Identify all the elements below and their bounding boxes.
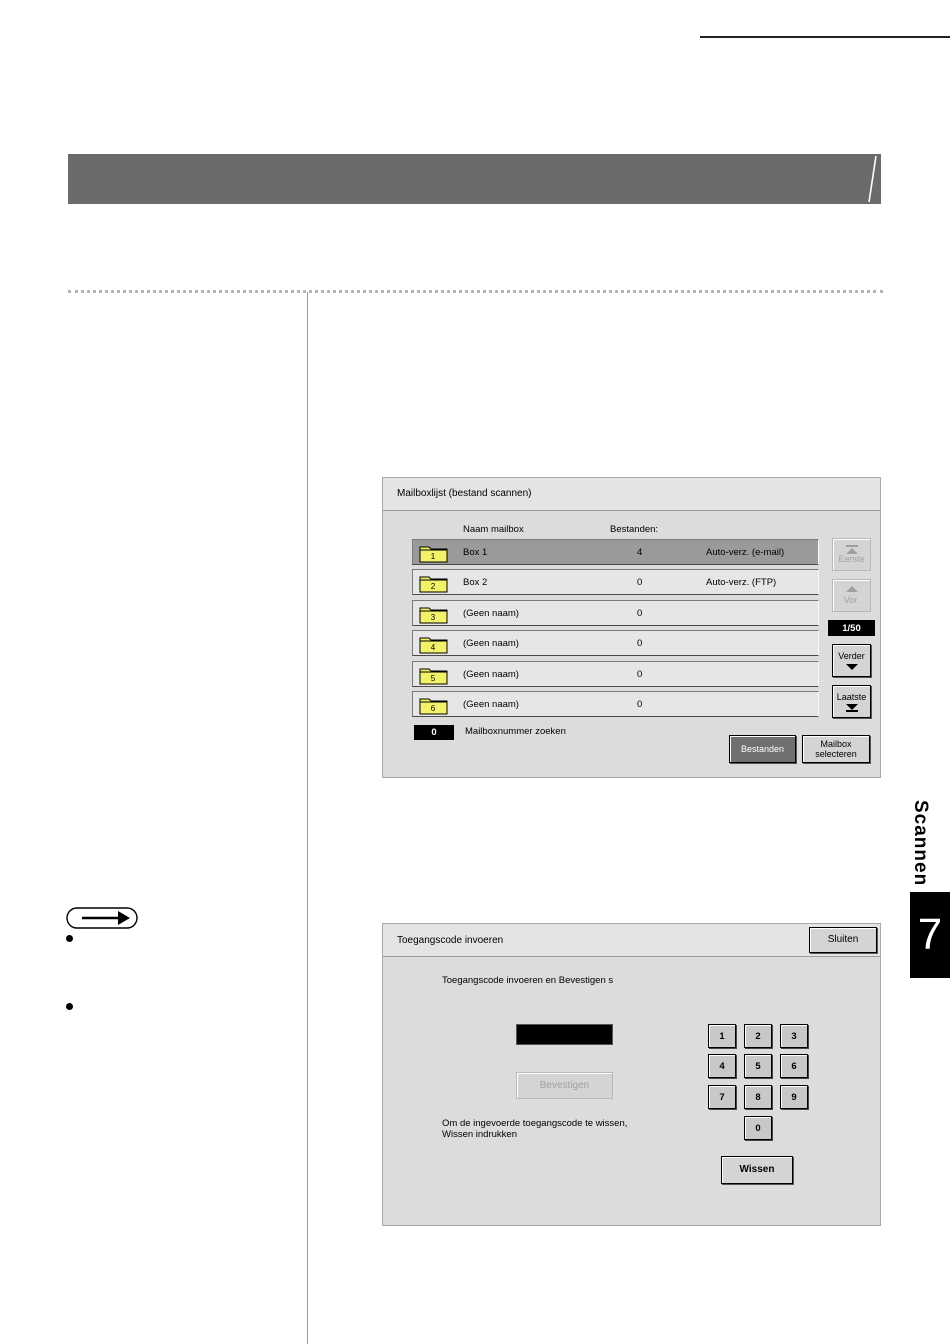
last-page-label: Laatste — [836, 691, 867, 702]
side-tab-label: Scannen — [910, 800, 931, 887]
files-button[interactable] — [729, 735, 796, 763]
mailbox-row[interactable] — [412, 539, 819, 565]
keypad-key-6[interactable]: 6 — [780, 1054, 808, 1078]
confirm-button[interactable] — [516, 1072, 613, 1099]
previous-page-button[interactable] — [832, 579, 871, 612]
next-page-button[interactable] — [832, 644, 871, 677]
last-page-button[interactable] — [832, 685, 871, 718]
folder-icon — [419, 666, 449, 685]
column-header-files: Bestanden: — [610, 524, 659, 535]
title-band-stripes — [68, 154, 881, 204]
mailbox-list-header — [383, 478, 880, 511]
keypad-key-7[interactable]: 7 — [708, 1085, 736, 1109]
mailbox-file-count: 0 — [637, 638, 643, 649]
section-title-band — [68, 154, 881, 204]
previous-page-label: Vor. — [843, 595, 860, 605]
last-page-icon — [846, 710, 858, 712]
select-mailbox-label-line1: Mailbox — [820, 739, 852, 749]
passcode-screen — [382, 923, 881, 1226]
mailbox-number: 4 — [430, 643, 436, 652]
mailbox-name: (Geen naam) — [463, 699, 519, 710]
mailbox-file-count: 0 — [637, 669, 643, 680]
folder-icon — [419, 544, 449, 563]
first-page-icon — [846, 545, 858, 547]
select-mailbox-button[interactable] — [802, 735, 870, 763]
page-counter: 1/50 — [828, 620, 875, 636]
mailbox-auto-send: Auto-verz. (FTP) — [706, 577, 777, 588]
mailbox-file-count: 0 — [637, 577, 643, 588]
mailbox-search-label: Mailboxnummer zoeken — [465, 726, 566, 737]
up-arrow-icon — [846, 586, 858, 592]
mailbox-auto-send: Auto-verz. (e-mail) — [706, 547, 785, 558]
confirm-button-label: Bevestigen — [539, 1079, 590, 1091]
mailbox-file-count: 0 — [637, 699, 643, 710]
keypad-key-4[interactable]: 4 — [708, 1054, 736, 1078]
files-button-label: Bestanden — [740, 744, 785, 754]
mailbox-name: (Geen naam) — [463, 608, 519, 619]
folder-icon — [419, 635, 449, 654]
mailbox-number: 2 — [430, 582, 436, 591]
clear-instruction-line1: Om de ingevoerde toegangscode te wissen, — [442, 1118, 628, 1129]
note-arrow-icon — [66, 907, 138, 929]
keypad-key-8[interactable]: 8 — [744, 1085, 772, 1109]
chapter-number-tab: 7 — [910, 892, 950, 978]
column-header-name: Naam mailbox — [463, 524, 524, 535]
select-mailbox-label-line2: selecteren — [815, 749, 857, 759]
keypad-key-9[interactable]: 9 — [780, 1085, 808, 1109]
folder-icon — [419, 605, 449, 624]
clear-instruction-line2: Wissen indrukken — [442, 1129, 517, 1140]
passcode-title: Toegangscode invoeren — [397, 935, 504, 946]
mailbox-file-count: 0 — [637, 608, 643, 619]
keypad-key-1[interactable]: 1 — [708, 1024, 736, 1048]
first-page-button[interactable] — [832, 538, 871, 571]
mailbox-number: 1 — [430, 552, 436, 561]
mailbox-row[interactable] — [412, 600, 819, 626]
keypad-key-5[interactable]: 5 — [744, 1054, 772, 1078]
passcode-input[interactable] — [516, 1024, 613, 1045]
note-bullet-2 — [66, 1003, 73, 1010]
mailbox-list-title: Mailboxlijst (bestand scannen) — [397, 488, 532, 499]
header-rule — [700, 36, 950, 38]
mailbox-name: (Geen naam) — [463, 638, 519, 649]
first-page-label: Eerste — [838, 554, 865, 564]
clear-button[interactable] — [721, 1156, 793, 1184]
mailbox-file-count: 4 — [637, 547, 643, 558]
mailbox-number: 6 — [430, 704, 436, 713]
close-button[interactable] — [809, 927, 877, 953]
keypad-key-3[interactable]: 3 — [780, 1024, 808, 1048]
folder-icon — [419, 574, 449, 593]
mailbox-name: (Geen naam) — [463, 669, 519, 680]
passcode-header — [383, 924, 880, 957]
passcode-instruction: Toegangscode invoeren en Bevestigen s — [442, 975, 614, 986]
clear-button-label: Wissen — [739, 1164, 775, 1175]
mailbox-name: Box 2 — [463, 577, 488, 588]
down-arrow-icon — [846, 664, 858, 670]
column-divider — [307, 292, 308, 1344]
mailbox-number: 3 — [430, 613, 436, 622]
mailbox-row[interactable] — [412, 630, 819, 656]
mailbox-number: 5 — [430, 674, 436, 683]
mailbox-row[interactable] — [412, 661, 819, 687]
folder-icon — [419, 696, 449, 715]
mailbox-list-screen — [382, 477, 881, 778]
mailbox-name: Box 1 — [463, 547, 488, 558]
note-bullet-1 — [66, 935, 73, 942]
mailbox-row[interactable] — [412, 691, 819, 717]
mailbox-number-input[interactable]: 0 — [414, 725, 454, 740]
keypad-key-0[interactable]: 0 — [744, 1116, 772, 1140]
next-page-label: Verder — [838, 651, 865, 661]
mailbox-row[interactable] — [412, 569, 819, 595]
close-button-label: Sluiten — [827, 934, 859, 945]
dotted-separator — [68, 290, 883, 293]
keypad-key-2[interactable]: 2 — [744, 1024, 772, 1048]
